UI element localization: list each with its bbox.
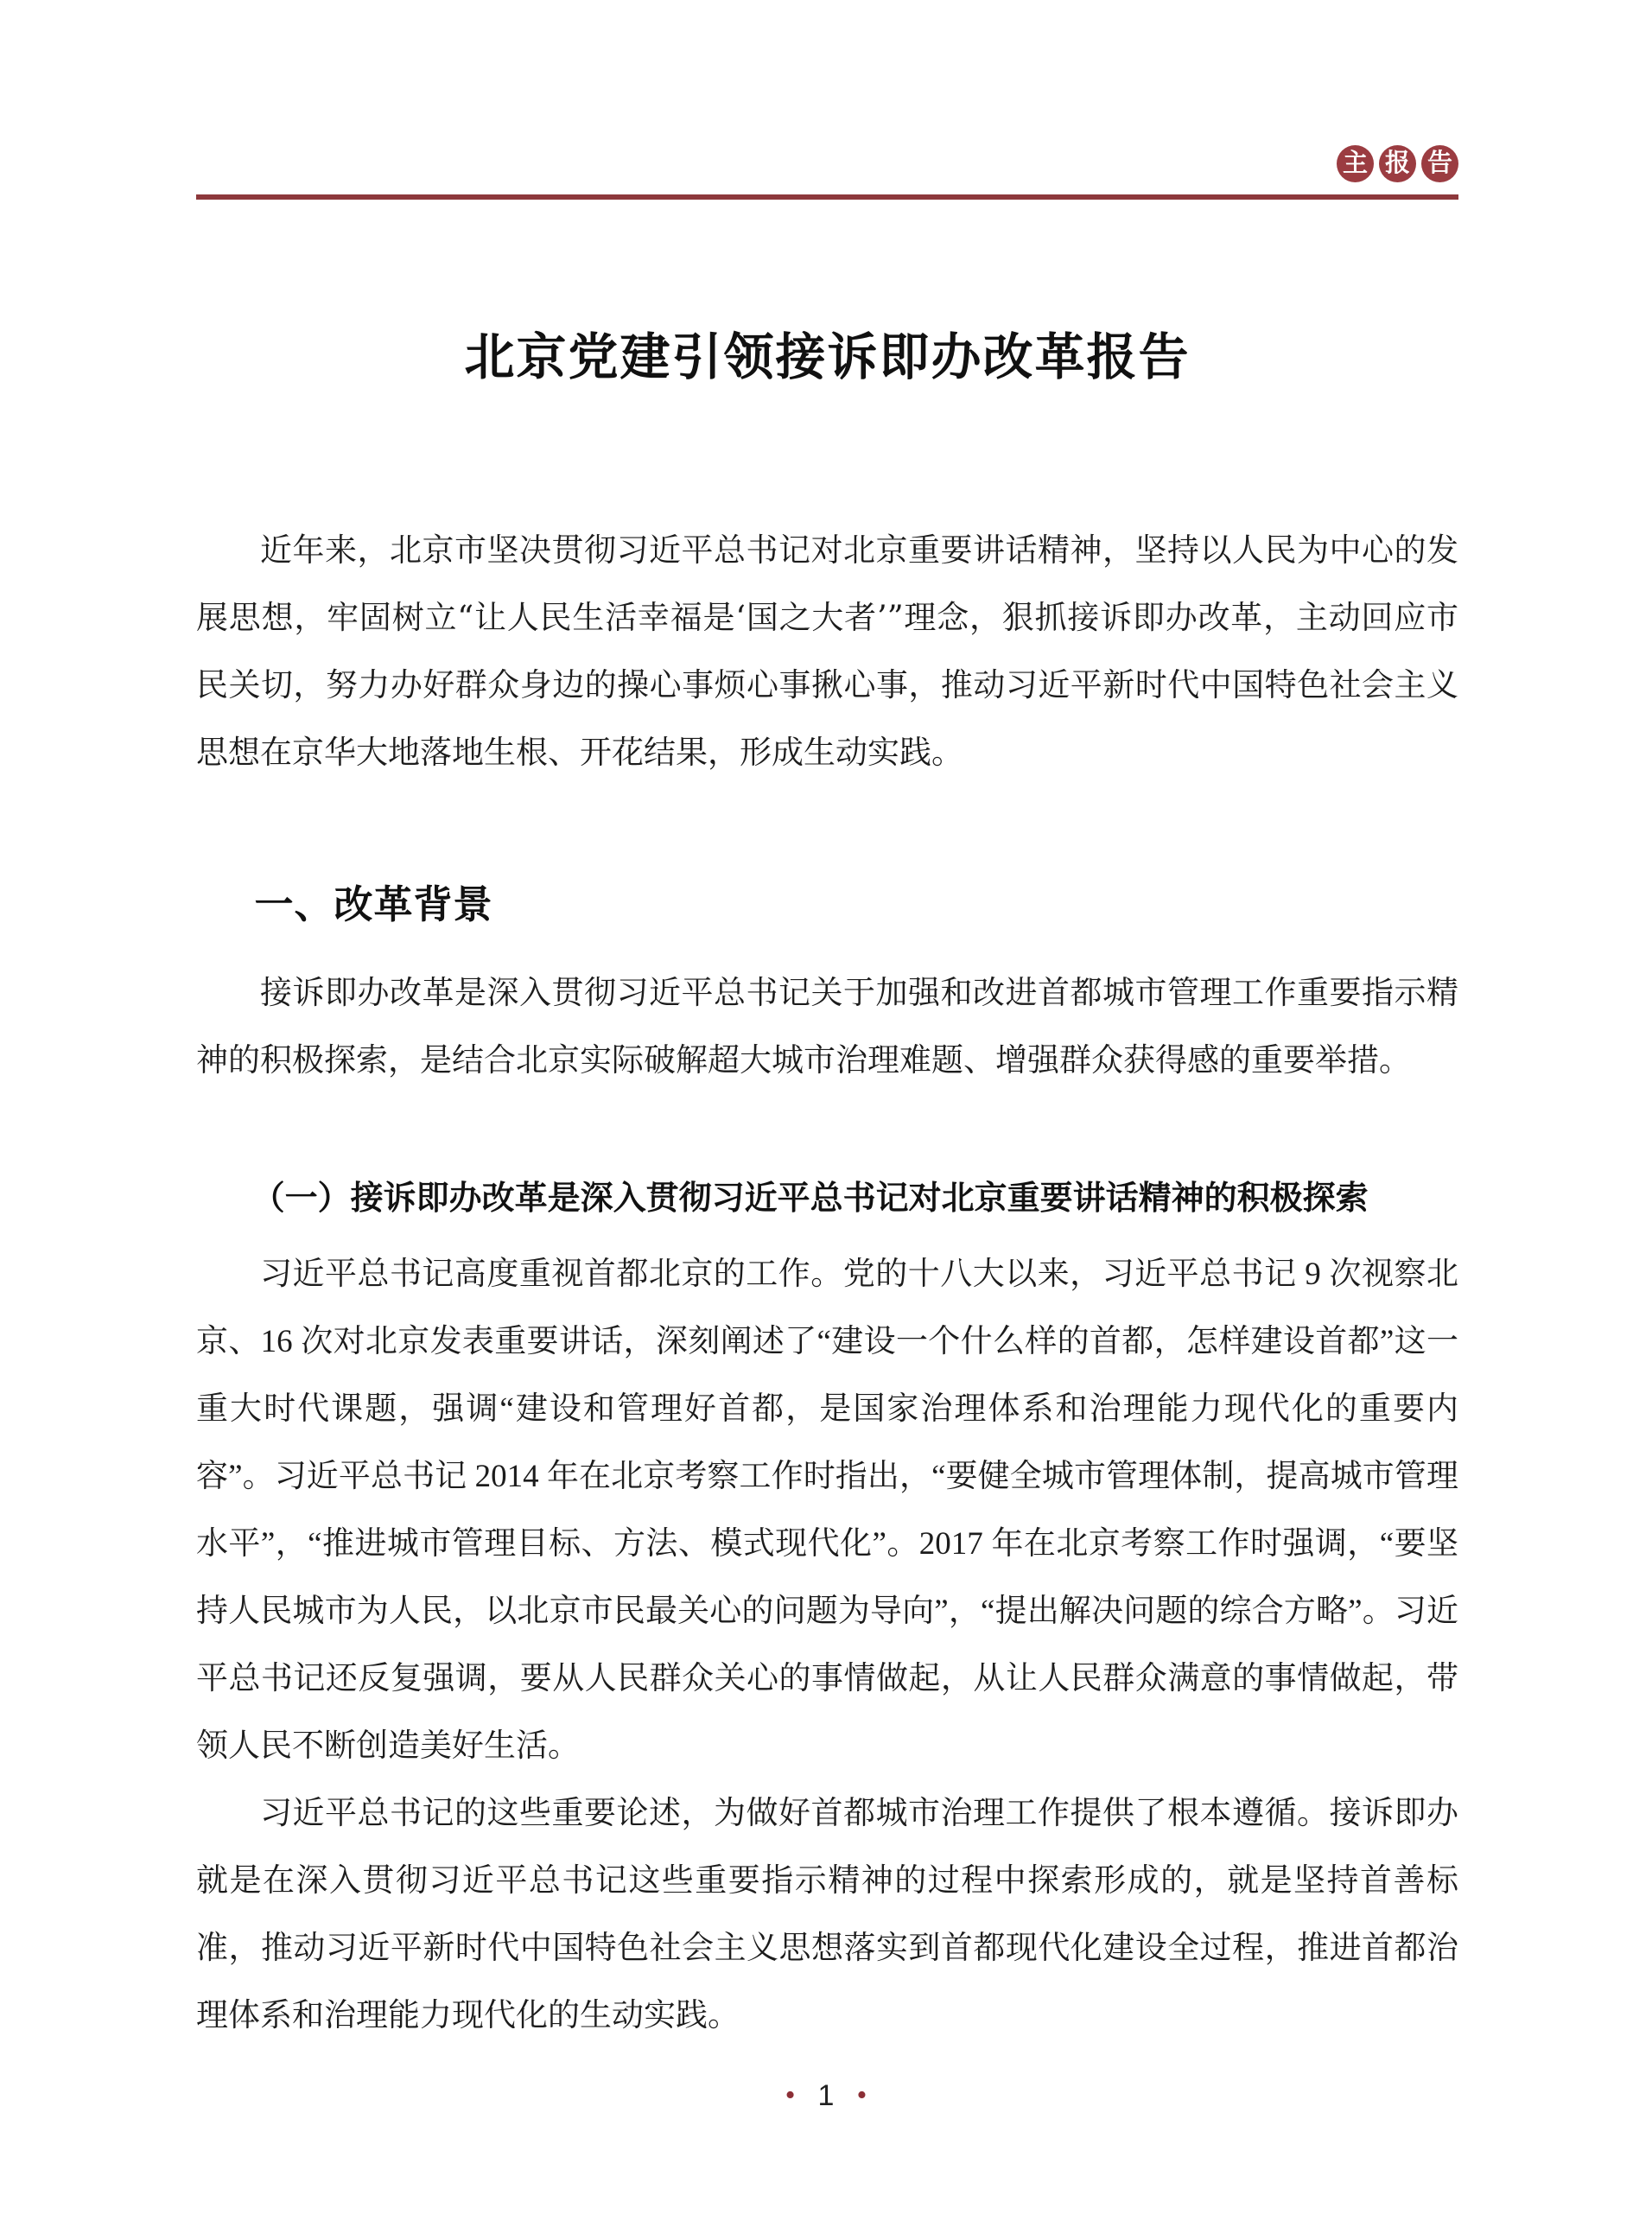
header-divider-rule bbox=[196, 194, 1458, 200]
subsection-1-1-paragraph-1: 习近平总书记高度重视首都北京的工作。党的十八大以来，习近平总书记 9 次视察北京、16 次对北京发表重要讲话，深刻阐述了“建设一个什么样的首都，怎样建设首都”这一重大时代课题，强调“建设和管理好首都，是国家治理体系和治理能力现代化的重要内容”。习近平总书记 2014 年在北京考察工作时指出，“要健全城市管理体制，提高城市管理水平”，“推进城市管理目标、方法、模式现代化”。2017 年在北京考察工作时强调，“要坚持人民城市为人民，以北京市民最关心的问题为导向”，“提出解决问题的综合方略”。习近平总书记还反复强调，要从人民群众关心的事情做起，从让人民群众满意的事情做起，带领人民不断创造美好生活。 bbox=[196, 1257, 1458, 1764]
document-body bbox=[196, 207, 1458, 2050]
footer-right-dot: • bbox=[856, 2079, 867, 2111]
page-footer bbox=[0, 2081, 1652, 2110]
page-number: 1 bbox=[817, 2079, 835, 2112]
page-header bbox=[196, 145, 1458, 200]
badge-char-circle-1: 主 bbox=[1337, 145, 1374, 182]
subsection-1-1-heading: （一）接诉即办改革是深入贯彻习近平总书记对北京重要讲话精神的积极探索 bbox=[251, 1180, 1369, 1217]
intro-paragraph: 近年来，北京市坚决贯彻习近平总书记对北京重要讲话精神，坚持以人民为中心的发展思想，牢固树立“让人民生活幸福是‘国之大者’”理念，狠抓接诉即办改革，主动回应市民关切，努力办好群众身边的操心事烦心事揪心事，推动习近平新时代中国特色社会主义思想在京华大地落地生根、开花结果，形成生动实践。 bbox=[196, 531, 1458, 771]
footer-left-dot: • bbox=[785, 2079, 796, 2111]
subsection-1-1-paragraph-2: 习近平总书记的这些重要论述，为做好首都城市治理工作提供了根本遵循。接诉即办就是在深入贯彻习近平总书记这些重要指示精神的过程中探索形成的，就是坚持首善标准，推动习近平新时代中国特色社会主义思想落实到首都现代化建设全过程，推进首都治理体系和治理能力现代化的生动实践。 bbox=[196, 1796, 1458, 2033]
section-1-paragraph: 接诉即办改革是深入贯彻习近平总书记关于加强和改进首都城市管理工作重要指示精神的积极探索，是结合北京实际破解超大城市治理难题、增强群众获得感的重要举措。 bbox=[196, 976, 1458, 1079]
badge-char-circle-2: 报 bbox=[1379, 145, 1416, 182]
report-type-badge bbox=[196, 145, 1458, 182]
badge-char-circle-3: 告 bbox=[1421, 145, 1458, 182]
document-title: 北京党建引领接诉即办改革报告 bbox=[464, 329, 1191, 385]
section-1-heading: 一、改革背景 bbox=[254, 882, 493, 926]
